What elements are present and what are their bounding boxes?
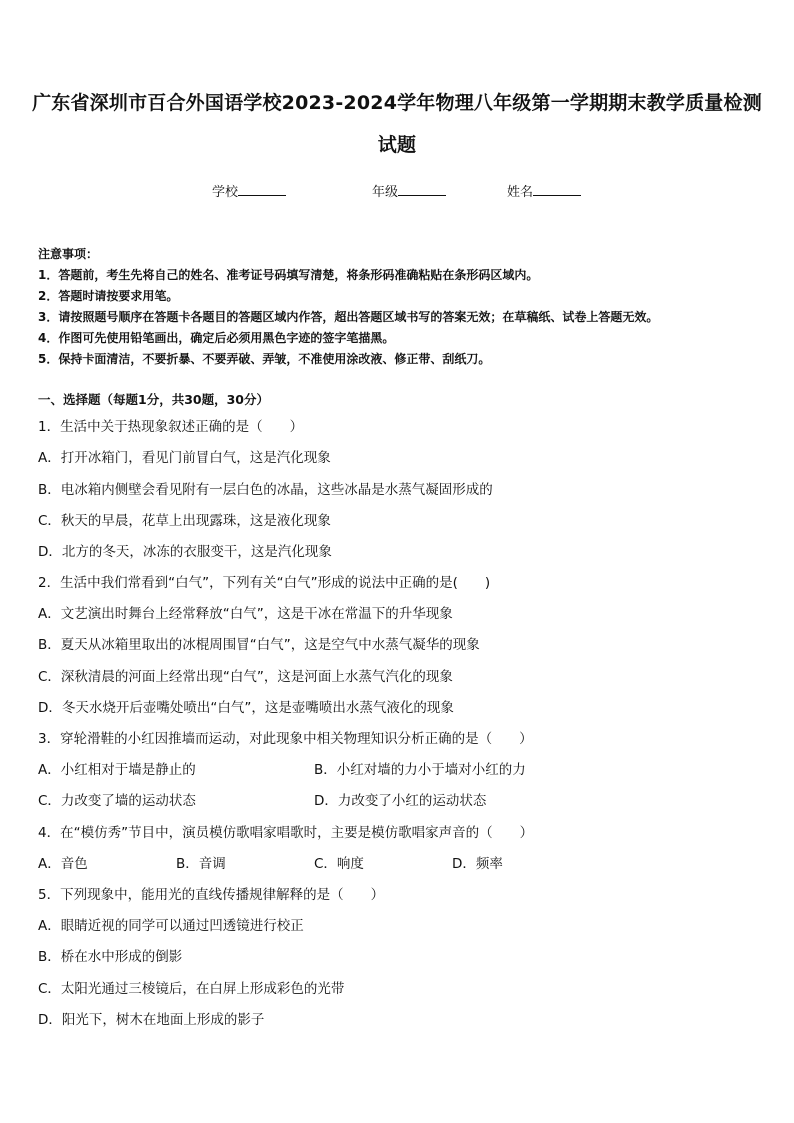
question-option: A．打开冰箱门，看见门前冒白气，这是汽化现象 [38, 450, 331, 466]
question-option: B．夏天从冰箱里取出的冰棍周围冒“白气”，这是空气中水蒸气凝华的现象 [38, 637, 480, 653]
school-field [212, 181, 286, 200]
grade-label: 年级 [372, 185, 399, 200]
grade-field [372, 181, 446, 200]
question-option: A．文艺演出时舞台上经常释放“白气”，这是干冰在常温下的升华现象 [38, 606, 453, 622]
question-option: B．小红对墙的力小于墙对小红的力 [314, 762, 526, 778]
question-option: B．音调 [176, 856, 226, 872]
question-option: C．深秋清晨的河面上经常出现“白气”，这是河面上水蒸气汽化的现象 [38, 669, 453, 685]
question-option: C．秋天的早晨，花草上出现露珠，这是液化现象 [38, 513, 331, 529]
question-option: D．力改变了小红的运动状态 [314, 793, 487, 809]
question-option: A．音色 [38, 856, 88, 872]
question-option: B．桥在水中形成的倒影 [38, 949, 183, 965]
question-stem: 2．生活中我们常看到“白气”，下列有关“白气”形成的说法中正确的是( ) [38, 575, 491, 591]
grade-blank [398, 183, 446, 196]
question-option: A．小红相对于墙是静止的 [38, 762, 196, 778]
question-stem: 1．生活中关于热现象叙述正确的是（ ） [38, 419, 304, 435]
section-heading: 一、选择题（每题1分，共30题，30分） [38, 392, 269, 407]
name-field [507, 181, 581, 200]
question-stem: 5．下列现象中，能用光的直线传播规律解释的是（ ） [38, 887, 385, 903]
name-label: 姓名 [507, 185, 534, 200]
question-option: D．阳光下，树木在地面上形成的影子 [38, 1012, 265, 1028]
school-blank [238, 183, 286, 196]
question-option: D．频率 [452, 856, 503, 872]
question-option: D．北方的冬天，冰冻的衣服变干，这是汽化现象 [38, 544, 332, 560]
school-label: 学校 [212, 185, 239, 200]
note-item: 5．保持卡面清洁，不要折暴、不要弄破、弄皱，不准使用涂改液、修正带、刮纸刀。 [38, 352, 491, 366]
note-item: 2．答题时请按要求用笔。 [38, 289, 179, 303]
question-option: B．电冰箱内侧壁会看见附有一层白色的冰晶，这些冰晶是水蒸气凝固形成的 [38, 482, 493, 498]
question-option: C．太阳光通过三棱镜后，在白屏上形成彩色的光带 [38, 981, 345, 997]
note-item: 3．请按照题号顺序在答题卡各题目的答题区域内作答，超出答题区域书写的答案无效；在草稿纸、试卷上答题无效。 [38, 310, 659, 324]
question-stem: 4．在“模仿秀”节目中，演员模仿歌唱家唱歌时，主要是模仿歌唱家声音的（ ） [38, 825, 534, 841]
question-stem: 3．穿轮滑鞋的小红因推墙而运动，对此现象中相关物理知识分析正确的是（ ） [38, 731, 533, 747]
exam-title-line1: 广东省深圳市百合外国语学校2023-2024学年物理八年级第一学期期末教学质量检测 [32, 92, 762, 114]
notes-heading: 注意事项： [38, 247, 99, 261]
question-option: C．力改变了墙的运动状态 [38, 793, 196, 809]
name-blank [533, 183, 581, 196]
exam-title-line2: 试题 [377, 134, 417, 156]
note-item: 1．答题前，考生先将自己的姓名、准考证号码填写清楚，将条形码准确粘贴在条形码区域内。 [38, 268, 539, 282]
question-option: D．冬天水烧开后壶嘴处喷出“白气”，这是壶嘴喷出水蒸气液化的现象 [38, 700, 454, 716]
question-option: A．眼睛近视的同学可以通过凹透镜进行校正 [38, 918, 304, 934]
question-option: C．响度 [314, 856, 364, 872]
note-item: 4．作图可先使用铅笔画出，确定后必须用黑色字迹的签字笔描黑。 [38, 331, 395, 345]
